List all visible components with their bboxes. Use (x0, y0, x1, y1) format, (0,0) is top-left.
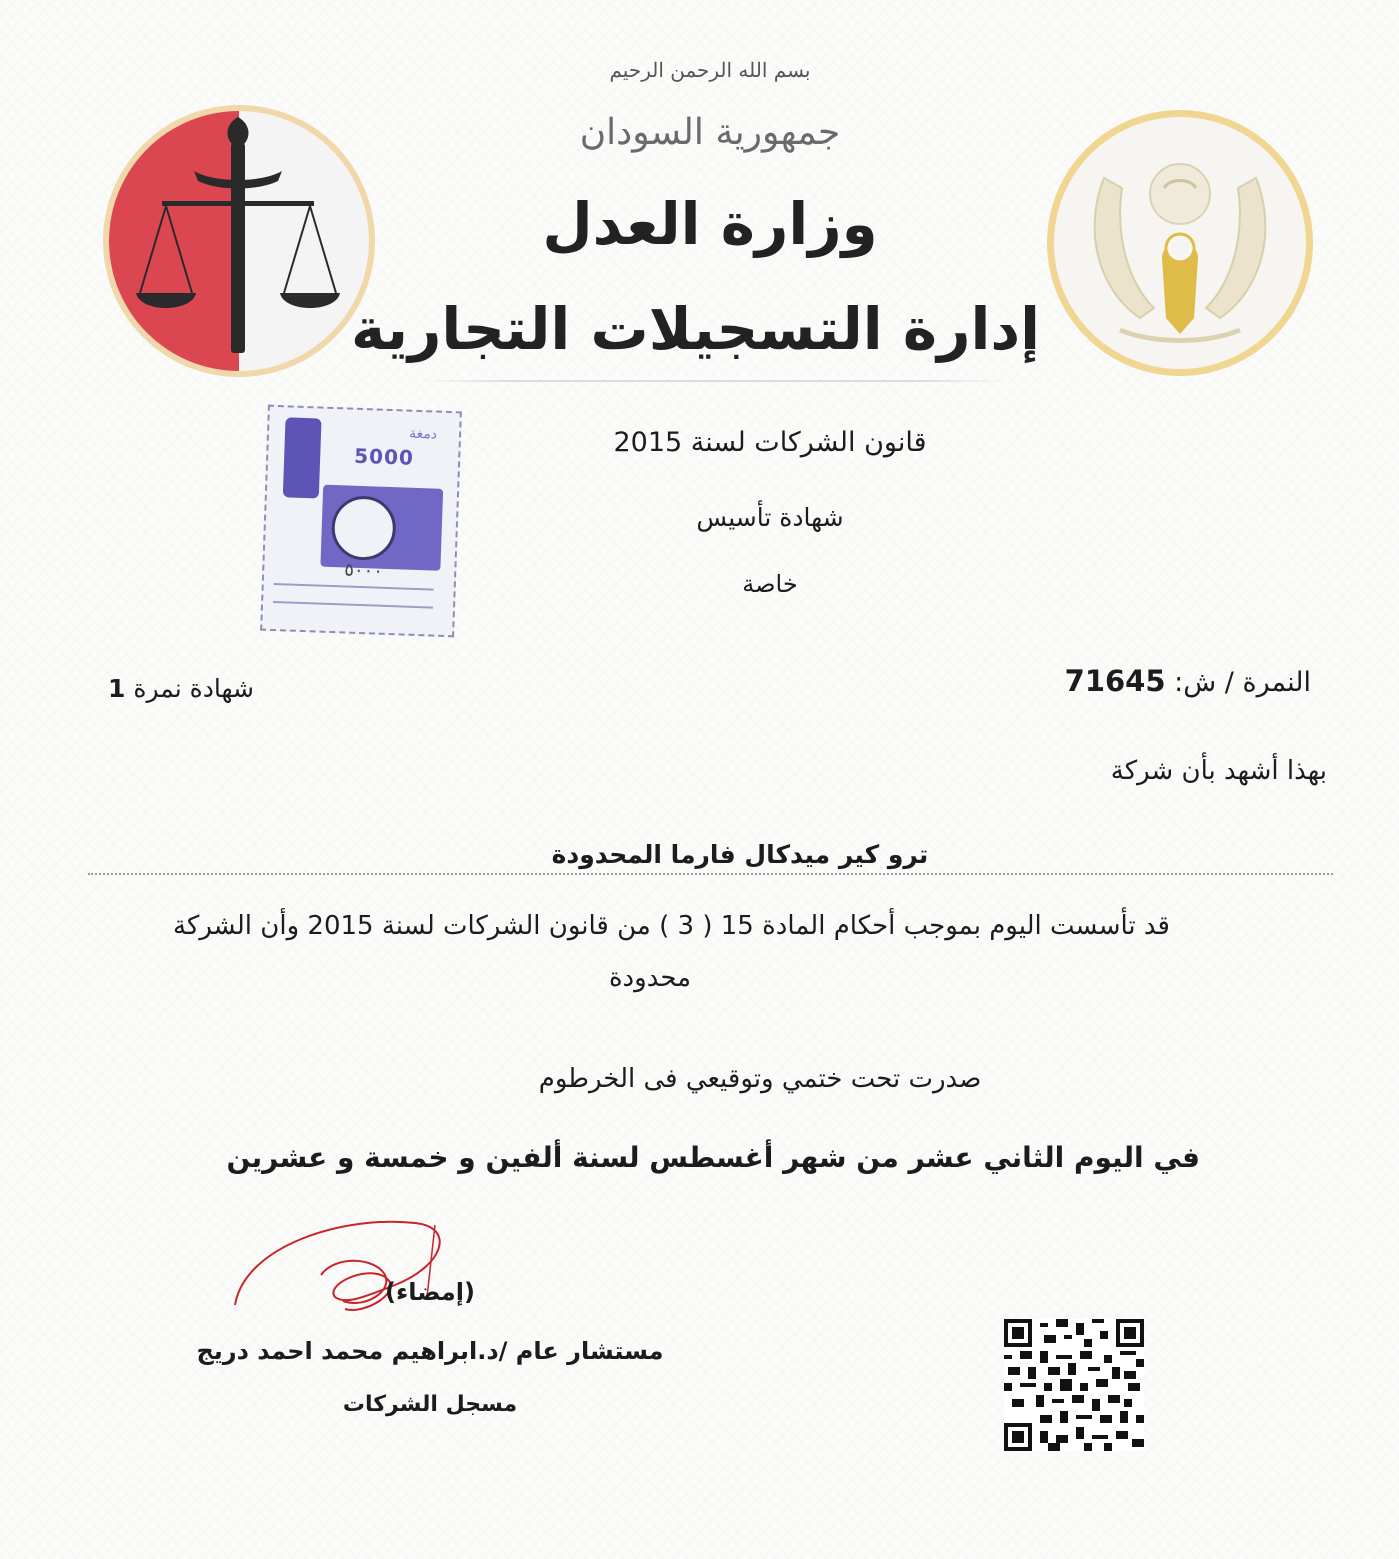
signature-scribble (225, 1205, 475, 1335)
basmala: بسم الله الرحمن الرحيم (609, 58, 811, 82)
stamp-value-arabic: ٥٠٠٠ (343, 559, 384, 582)
registration-label: النمرة / ش: (1174, 667, 1311, 698)
ministry-title: وزارة العدل (542, 190, 878, 258)
scales-of-justice-icon (96, 103, 382, 379)
revenue-stamp (260, 405, 462, 638)
registration-value: 71645 (1064, 664, 1166, 698)
company-category: خاصة (742, 570, 798, 598)
issue-date: في اليوم الثاني عشر من شهر أغسطس لسنة ألفين و خمسة و عشرين (226, 1141, 1200, 1174)
stamp-bottom-band (273, 583, 434, 609)
secretary-bird-emblem-icon (1044, 108, 1316, 378)
stamp-left-band (283, 417, 322, 498)
qr-code[interactable] (1004, 1318, 1144, 1452)
certificate-number-label: شهادة نمرة (133, 674, 254, 703)
incorporation-line-1: قد تأسست اليوم بموجب أحكام المادة 15 ( 3 ) من قانون الشركات لسنة 2015 وأن الشركة (173, 911, 1170, 941)
signed-label: (إمضاء) (385, 1278, 475, 1306)
header-divider (420, 380, 1010, 382)
incorporation-line-2: محدودة (608, 963, 692, 993)
company-name-line (88, 873, 1333, 875)
issued-statement: صدرت تحت ختمي وتوقيعي فى الخرطوم (538, 1064, 982, 1094)
law-title: قانون الشركات لسنة 2015 (613, 427, 927, 458)
incorporation-statement (110, 900, 1190, 1004)
certificate-number (108, 674, 254, 703)
hereby-statement: بهذا أشهد بأن شركة (1110, 756, 1327, 786)
registration-number (1065, 664, 1311, 698)
certificate-type: شهادة تأسيس (696, 503, 844, 532)
certificate-number-value: 1 (108, 674, 126, 703)
stamp-value: 5000 (353, 443, 415, 470)
department-title: إدارة التسجيلات التجارية (351, 295, 1040, 363)
republic-name: جمهورية السودان (579, 112, 841, 153)
company-name: ترو كير ميدكال فارما المحدودة (551, 840, 929, 869)
registrar-name: مستشار عام /د.ابراهيم محمد احمد دريج (196, 1337, 664, 1365)
registrar-role: مسجل الشركات (342, 1392, 518, 1417)
stamp-label: دمغة (408, 425, 438, 443)
